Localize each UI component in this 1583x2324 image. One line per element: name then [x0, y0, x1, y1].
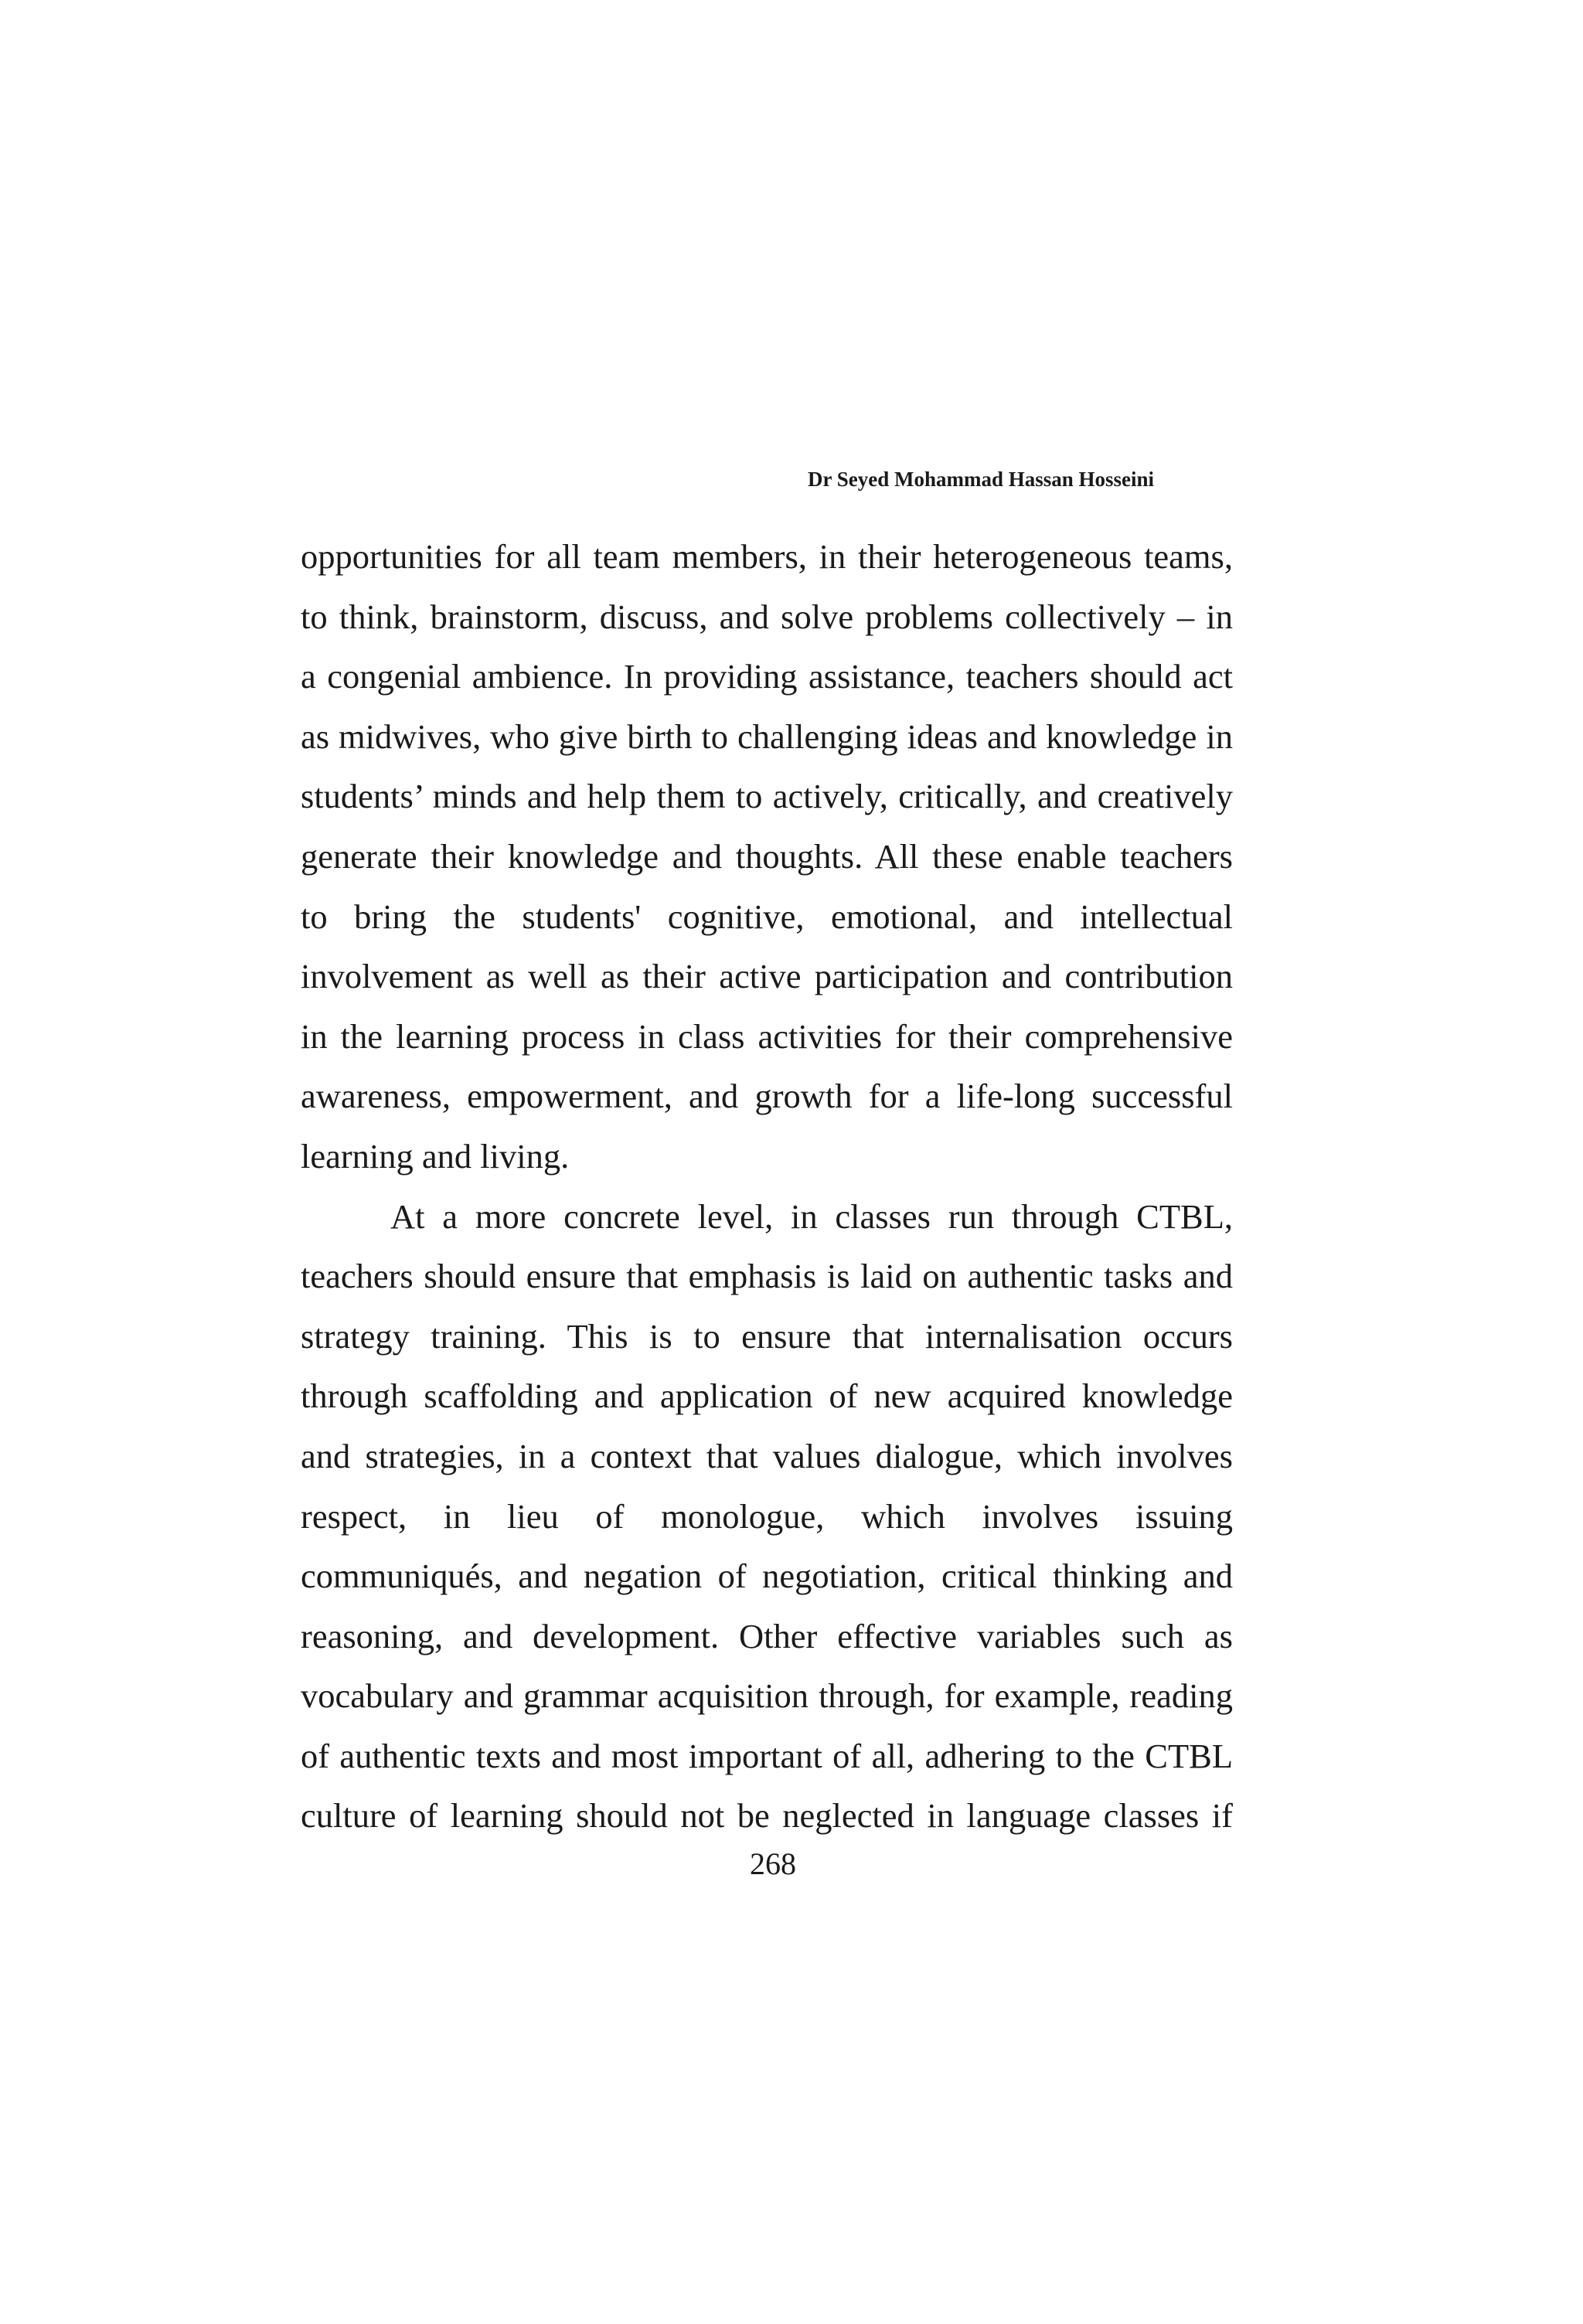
paragraph-2-line-2: teachers should ensure that emphasis is laid on authentic tasks and	[301, 1257, 1233, 1296]
page-number: 268	[750, 1846, 796, 1881]
paragraph-2-line-11: culture of learning should not be neglected in language classes if	[301, 1796, 1233, 1836]
paragraph-2-line-9: vocabulary and grammar acquisition through, for example, reading	[301, 1676, 1233, 1716]
paragraph-1-line-3: a congenial ambience. In providing assistance, teachers should act	[301, 657, 1233, 696]
paragraph-2-line-6: respect, in lieu of monologue, which involves issuing	[301, 1496, 1233, 1536]
paragraph-1-line-1: opportunities for all team members, in their heterogeneous teams,	[301, 537, 1233, 576]
paragraph-1-line-7: to bring the students' cognitive, emotional, and intellectual	[301, 897, 1233, 936]
paragraph-2-line-5: and strategies, in a context that values dialogue, which involves	[301, 1436, 1233, 1475]
body-text	[301, 527, 1233, 1846]
paragraph-1-line-8: involvement as well as their active participation and contribution	[301, 957, 1233, 996]
paragraph-2-line-7: communiqués, and negation of negotiation, critical thinking and	[301, 1557, 1233, 1596]
paragraph-2-line-3: strategy training. This is to ensure that internalisation occurs	[301, 1316, 1233, 1356]
paragraph-1-line-11: learning and living.	[301, 1136, 570, 1176]
paragraph-1-line-6: generate their knowledge and thoughts. All these enable teachers	[301, 836, 1233, 876]
paragraph-1-line-9: in the learning process in class activities for their comprehensive	[301, 1016, 1233, 1056]
paragraph-2-line-8: reasoning, and development. Other effective variables such as	[301, 1616, 1233, 1655]
paragraph-1-line-10: awareness, empowerment, and growth for a life-long successful	[301, 1077, 1233, 1116]
running-header-author: Dr Seyed Mohammad Hassan Hosseini	[808, 468, 1155, 491]
paragraph-1-line-4: as midwives, who give birth to challenging ideas and knowledge in	[301, 716, 1233, 756]
paragraph-1-line-5: students’ minds and help them to actively, critically, and creatively	[301, 777, 1233, 816]
paragraph-2-line-4: through scaffolding and application of new acquired knowledge	[301, 1376, 1233, 1416]
paragraph-2-line-10: of authentic texts and most important of all, adhering to the CTBL	[301, 1736, 1233, 1775]
paragraph-2-line-1: At a more concrete level, in classes run through CTBL,	[390, 1196, 1233, 1236]
paragraph-1-line-2: to think, brainstorm, discuss, and solve problems collectively – in	[301, 597, 1233, 636]
